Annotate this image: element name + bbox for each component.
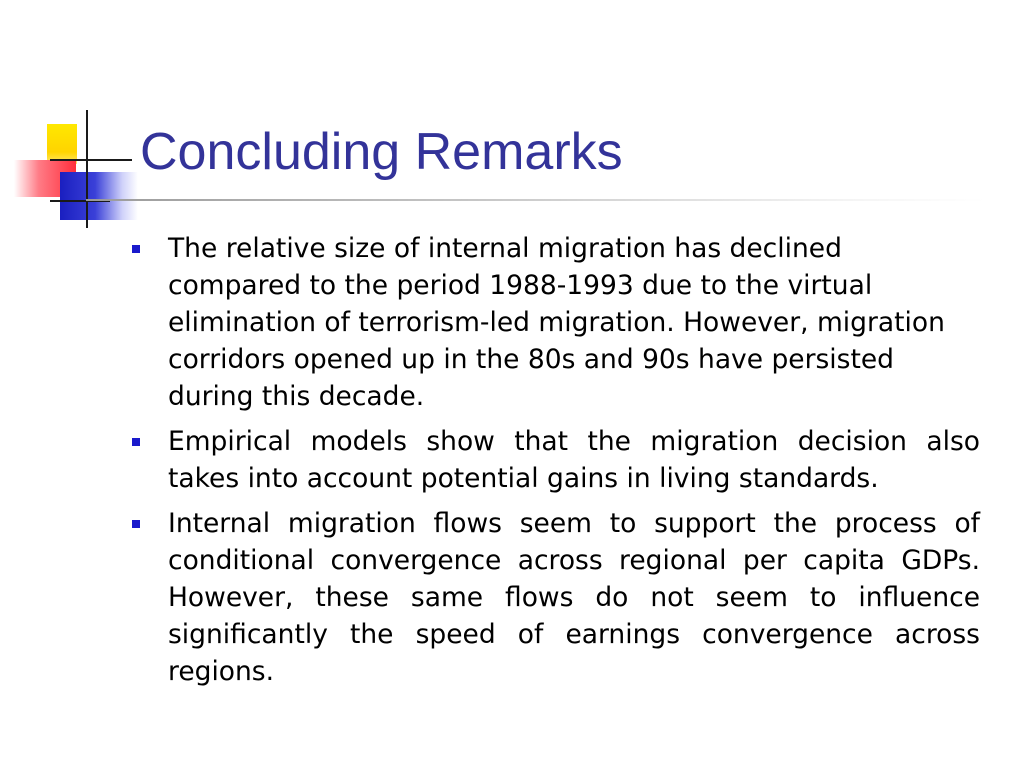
bullet-item	[130, 505, 980, 690]
bullet-item	[130, 230, 980, 415]
decorative-logo	[0, 0, 140, 240]
bullet-square-icon	[132, 438, 140, 446]
slide-title: Concluding Remarks	[140, 123, 623, 181]
bullet-text: Internal migration flows seem to support the process of conditional convergence across regional per capita GDPs. However, these same flows do not seem to influence significantly the speed of earnings convergence across regions.	[168, 508, 980, 687]
bullet-text: Empirical models show that the migration decision also takes into account potential gains in living standards.	[168, 426, 980, 494]
bullet-list	[130, 230, 980, 698]
blue-square	[60, 172, 138, 220]
title-divider	[86, 199, 986, 201]
bullet-item	[130, 423, 980, 497]
yellow-square	[47, 124, 77, 164]
logo-vertical-line	[86, 110, 88, 228]
bullet-square-icon	[132, 520, 140, 528]
logo-horizontal-line-top	[50, 159, 132, 161]
bullet-square-icon	[132, 245, 140, 253]
bullet-text: The relative size of internal migration has declined compared to the period 1988-1993 due to the virtual elimination of terrorism-led migration. However, migration corridors opened up in the 80s and 90s have persisted during this decade.	[168, 233, 945, 412]
